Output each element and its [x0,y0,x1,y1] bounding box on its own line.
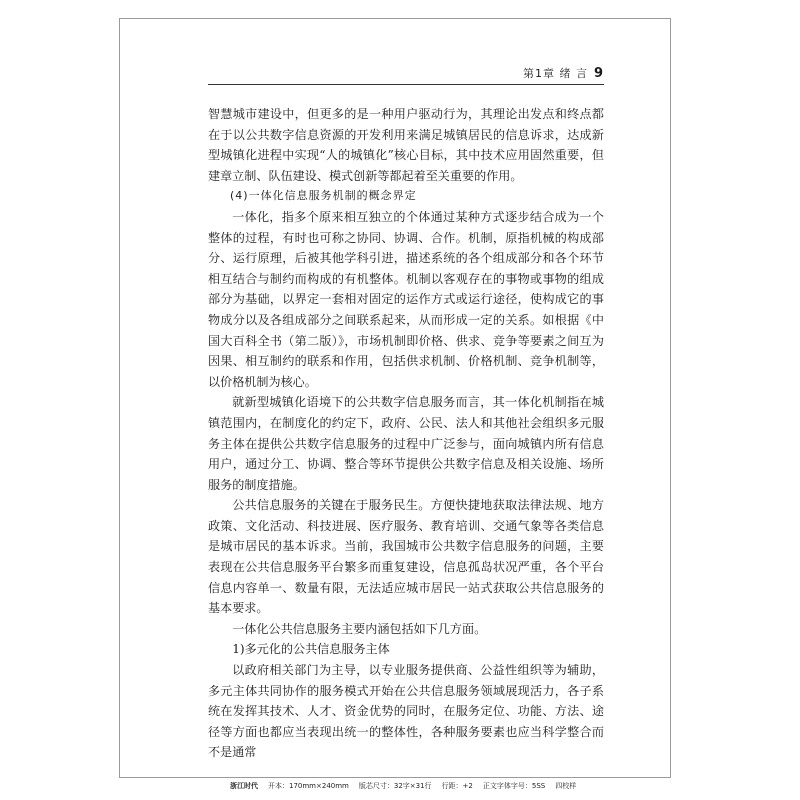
page-format: 开本：170mm×240mm [268,782,349,790]
book-page [140,38,662,778]
paragraph: 以政府相关部门为主导，以专业服务提供商、公益性组织等为辅助，多元主体共同协作的服务模式开始在公共信息服务领域展现活力，各子系统在发挥其技术、人才、资金优势的同时，在服务定位、功能、方法、途径等方面也都应当表现出统一的整体性，各种服务要素也应当科学整合而不是通常 [208,663,604,760]
print-info-strip [230,781,650,791]
section-heading: (4)一体化信息服务机制的概念界定 [230,189,417,203]
paragraph: 公共信息服务的关键在于服务民生。方便快捷地获取法律法规、地方政策、文化活动、科技进展、医疗服务、教育培训、交通气象等各类信息是城市居民的基本诉求。当前，我国城市公共数字信息服务的问题，主要表现在公共信息服务平台繁多而重复建设，信息孤岛状况严重，各个平台信息内容单一、数量有限，无法适应城市居民一站式获取公共信息服务的基本要求。 [208,498,604,616]
running-head [208,64,604,85]
paragraph: 一体化公共信息服务主要内涵包括如下几方面。 [232,621,487,636]
proof-stage: 四校样 [555,782,577,790]
font-size-info: 正文字体字号：5SS [482,782,546,790]
layout-size: 版芯尺寸：32字×31行 [358,782,432,790]
subsection-heading: 1)多元化的公共信息服务主体 [232,642,390,657]
paragraph: 一体化，指多个原来相互独立的个体通过某种方式逐步结合成为一个整体的过程，有时也可称之协同、协调、合作。机制，原指机械的构成部分、运行原理，后被其他学科引进，描述系统的各个组成部分和各个环节相互结合与制约而构成的有机整体。机制以客观存在的事物或事物的组成部分为基础，以界定一套相对固定的运作方式或运行途径，使构成它的事物成分以及各组成部分之间联系起来，从而形成一定的关系。如根据《中国大百科全书（第二版）》，市场机制即价格、供求、竞争等要素之间互为因果、相互制约的联系和作用，包括供求机制、价格机制、竞争机制等，以价格机制为核心。 [208,209,604,389]
publisher-name: 浙江时代 [230,782,258,790]
page-number: 9 [593,66,604,81]
chapter-title: 第1章 绪 言 [522,67,588,80]
body-text [208,104,604,763]
line-spacing: 行距：+2 [441,782,473,790]
paragraph-continuation: 智慧城市建设中，但更多的是一种用户驱动行为，其理论出发点和终点都在于以公共数字信息资源的开发利用来满足城镇居民的信息诉求，达成新型城镇化进程中实现“人的城镇化”核心目标，其中技术应用固然重要，但建章立制、队伍建设、模式创新等都起着至关重要的作用。 [208,107,604,183]
paragraph: 就新型城镇化语境下的公共数字信息服务而言，其一体化机制指在城镇范围内，在制度化的约定下，政府、公民、法人和其他社会组织多元服务主体在提供公共数字信息服务的过程中广泛参与，面向城镇内所有信息用户，通过分工、协调、整合等环节提供公共数字信息及相关设施、场所服务的制度措施。 [208,395,604,492]
